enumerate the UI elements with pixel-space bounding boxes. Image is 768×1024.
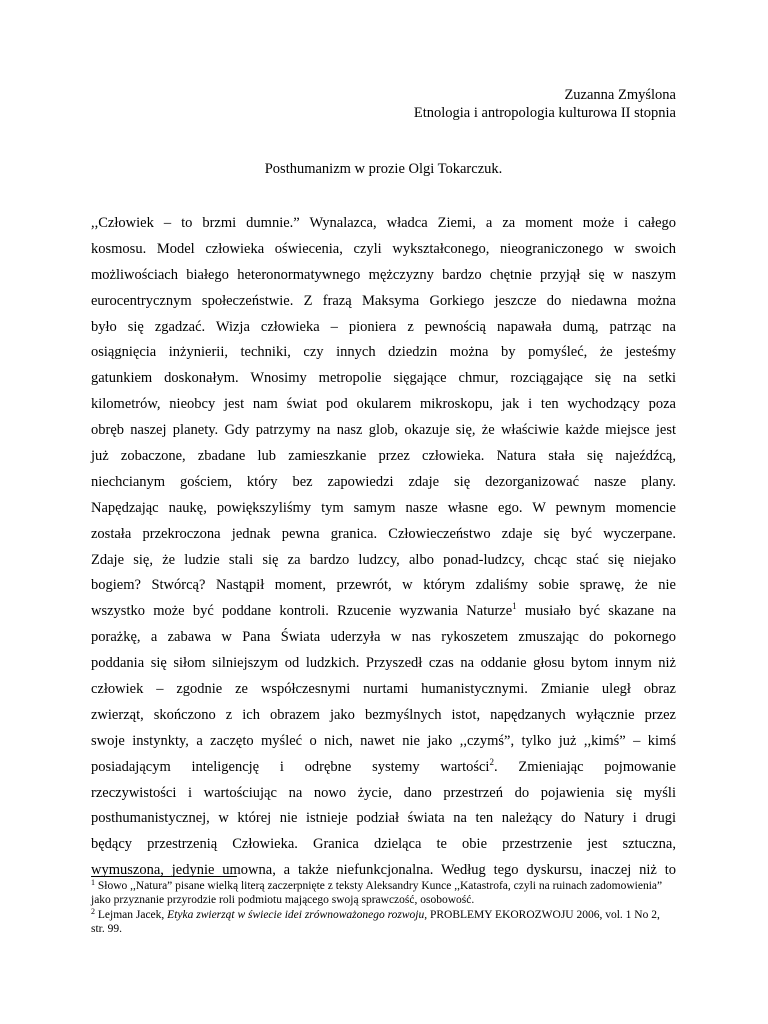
body-line-text: posiadającym inteligencję i odrębne systemy wartości: [91, 758, 490, 775]
body-line: zwierząt, skończono z ich obrazem jako bezmyślnych istot, napędzanych wyłącznie przez: [91, 706, 676, 723]
body-line: możliwościach białego heteronormatywnego mężczyzny bardzo chętnie przyjął się w naszym: [91, 266, 676, 283]
body-line: poddania się siłom silniejszym od ludzkich. Przyszedł czas na oddanie głosu bytom innym niż: [91, 655, 676, 672]
essay-body: [91, 211, 676, 884]
body-line: wymuszona, jedynie umowna, a także niefunkcjonalna. Według tego dyskursu, inaczej niż to: [91, 862, 676, 879]
body-line: została przekroczona jednak pewna granica. Człowieczeństwo zdaje się być wyczerpane.: [91, 525, 676, 542]
footnote-2-marker[interactable]: 2: [489, 756, 494, 767]
body-line: bogiem? Stwórcą? Nastąpił moment, przewrót, w którym zdaliśmy sobie sprawę, że nie: [91, 577, 676, 594]
body-line: było się zgadzać. Wizja człowieka – pioniera z pewnością napawała dumą, patrząc na: [91, 318, 676, 335]
footnotes: [91, 879, 676, 937]
footnote-2: [91, 908, 676, 937]
body-line: będący przestrzenią Człowieka. Granica dzieląca te obie przestrzenie jest sztuczna,: [91, 836, 676, 853]
body-line-with-footnote-2: [91, 755, 676, 781]
footnote-1-text: Słowo ,,Natura” pisane wielką literą zaczerpnięte z teksty Aleksandry Kunce ,,Katastrofa, czyli na ruinach zadomowienia” jako przyznanie przyrodzie roli podmiotu mającego swoją sprawczość, osobowość.: [91, 880, 663, 907]
body-line: porażkę, a zabawa w Pana Świata uderzyła w nas rykoszetem zmuszając do pokornego: [91, 629, 676, 646]
footnote-1-marker[interactable]: 1: [512, 601, 517, 612]
footnote-2-source-title: Etyka zwierząt w świecie idei zrównoważonego rozwoju: [167, 908, 425, 921]
footnote-2-text-pre: Lejman Jacek,: [95, 908, 168, 921]
body-line-text: musiało być skazane na: [516, 603, 677, 620]
essay-title: Posthumanizm w prozie Olgi Tokarczuk.: [264, 161, 503, 177]
author-name: Zuzanna Zmyślona: [564, 87, 676, 103]
body-line: posthumanistycznej, w której nie istnieje podział świata na ten należący do Natury i drugi: [91, 810, 676, 827]
body-line: Napędzając naukę, powiększyliśmy tym samym nasze własne ego. W pewnym momencie: [91, 499, 676, 516]
body-line: osiągnięcia inżynierii, techniki, czy innych dziedzin można by pomyśleć, że jesteśmy: [91, 344, 676, 361]
body-line: ,,Człowiek – to brzmi dumnie.” Wynalazca, władca Ziemi, a za moment może i całego: [91, 215, 676, 231]
body-line: niechcianym gościem, który bez zapowiedzi zdaje się dezorganizować nasze plany.: [91, 473, 676, 490]
body-line: obręb naszej planety. Gdy patrzymy na nasz glob, okazuje się, że właściwie każde miejsce jest: [91, 422, 676, 439]
body-line-with-footnote-1: [91, 599, 676, 625]
study-program: Etnologia i antropologia kulturowa II stopnia: [413, 105, 676, 121]
document-page: [91, 0, 676, 1024]
body-line-text: . Zmieniając pojmowanie: [493, 758, 676, 775]
body-line: eurocentrycznym społeczeństwie. Z frazą Maksyma Gorkiego jeszcze do niedawna można: [91, 292, 676, 309]
body-line: już zobaczone, zbadane lub zamieszkanie przez człowieka. Natura stała się najeźdźcą,: [91, 448, 676, 465]
body-line: swoje instynkty, a zaczęto myśleć o nich, nawet nie jako ,,czymś”, tylko już ,,kimś” – kimś: [91, 732, 676, 749]
body-line: rzeczywistości i wartościując na nowo życie, dano przestrzeń do pojawienia się myśli: [91, 784, 676, 801]
body-line: kilometrów, nieobcy jest nam świat pod okularem mikroskopu, jak i ten wychodzący poza: [91, 396, 676, 413]
body-line-text: wszystko może być poddane kontroli. Rzucenie wyzwania Naturze: [91, 603, 513, 620]
body-line: Zdaje się, że ludzie stali się za bardzo ludzcy, albo ponad-ludzcy, chcąc stać się niejako: [91, 551, 676, 568]
footnote-1: [91, 879, 676, 908]
footnote-separator: [91, 876, 237, 877]
footnote-2-number: 2: [91, 906, 95, 916]
body-line: kosmosu. Model człowieka oświecenia, czyli wykształconego, nieograniczonego w swoich: [91, 240, 676, 257]
footnote-2-text-post: , PROBLEMY EKOROZWOJU 2006, vol. 1 No 2, str. 99.: [91, 908, 660, 936]
footnote-1-number: 1: [91, 878, 95, 887]
body-line: człowiek – zgodnie ze współczesnymi nurtami humanistycznymi. Zmianie uległ obraz: [91, 681, 676, 698]
body-line: gatunkiem doskonałym. Wnosimy metropolie sięgające chmur, rozciągające się na setki: [91, 370, 676, 387]
